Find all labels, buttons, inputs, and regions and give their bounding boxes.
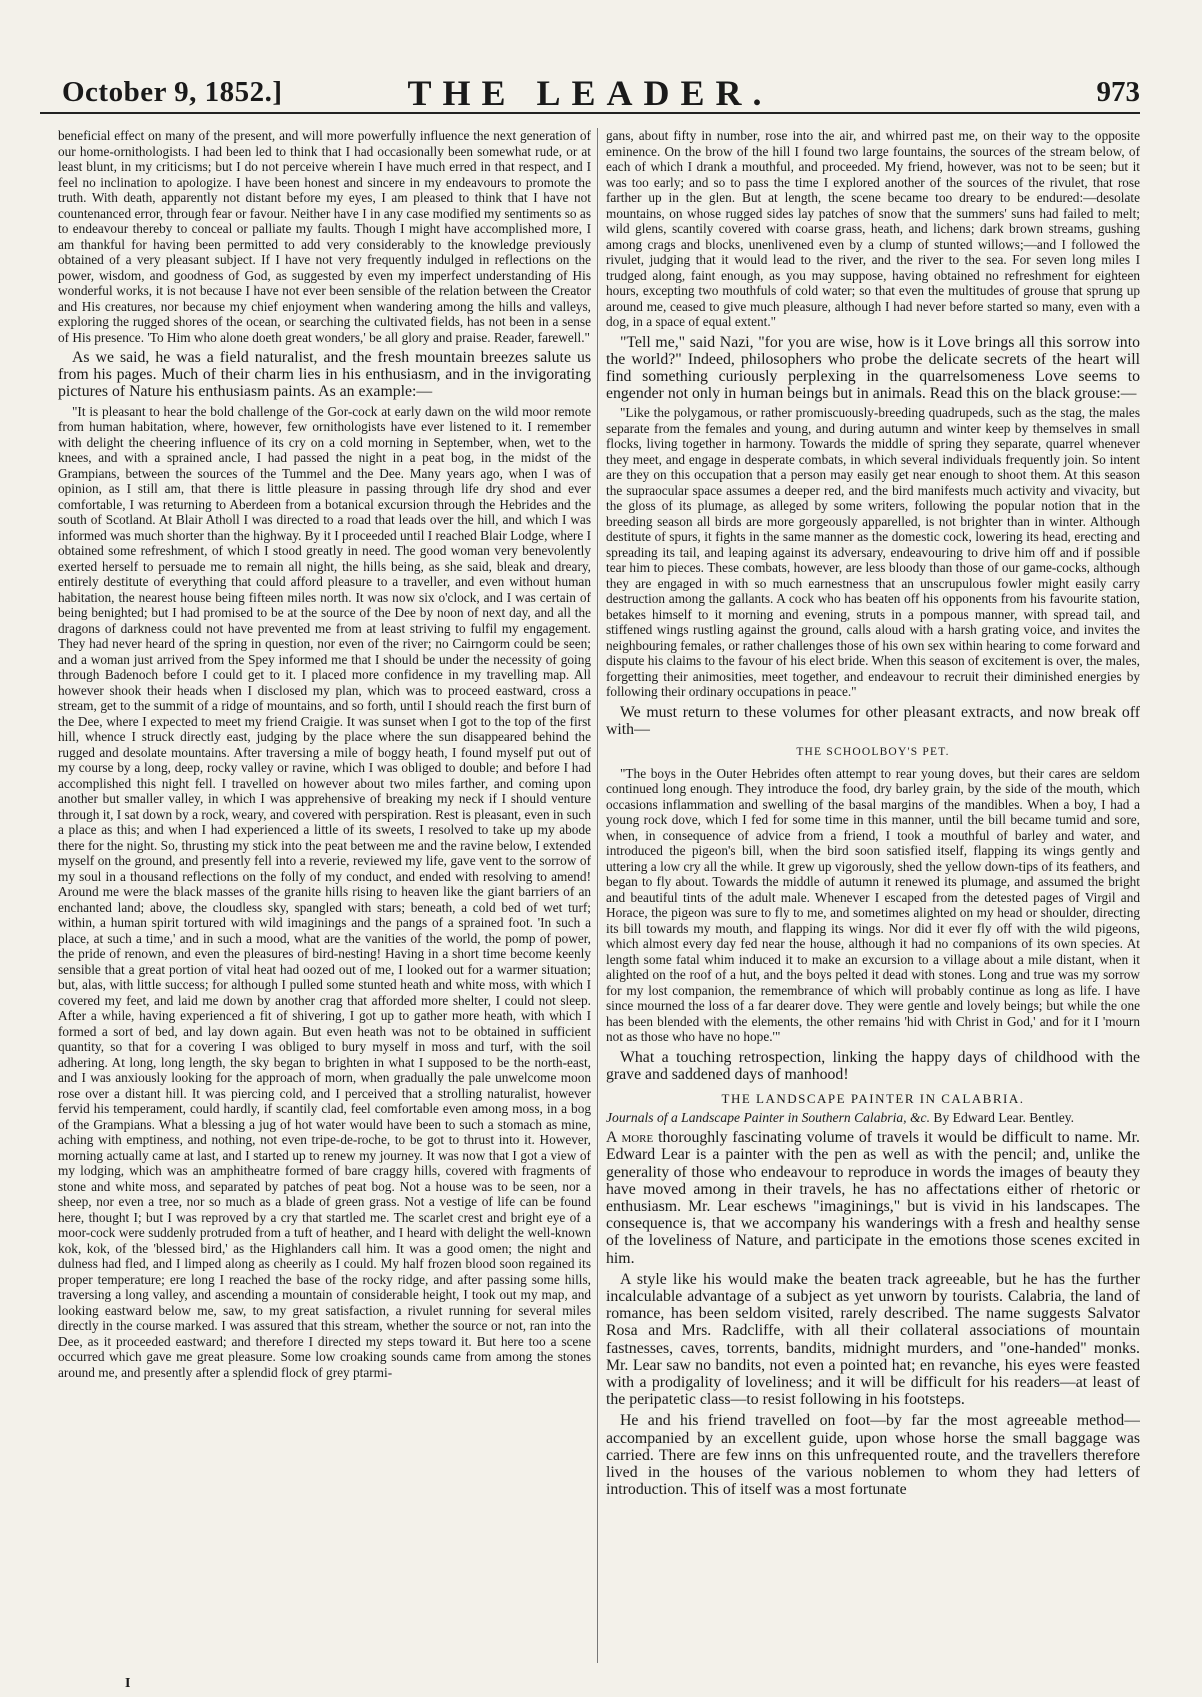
commentary-love: "Tell me," said Nazi, "for you are wise, how is it Love brings all this sorrow into the world?" Indeed, philosophers who probe the delicate secrets of the heart will find something curiously perplexing in the quarrelsomeness Love seems to engender not only in human beings but in animals. Read this on the black grouse:— — [606, 333, 1140, 403]
review-paragraph-3: He and his friend travelled on foot—by far the most agreeable method—accompanied by an excellent guide, upon whose horse the small baggage was carried. There are few inns on this unfrequented route, and the travellers therefore lived in the houses of the various noblemen to whom they had letters of introduction. This of itself was a most fortunate — [606, 1412, 1140, 1499]
commentary-paragraph: As we said, he was a field naturalist, and the fresh mountain breezes salute us from his pages. Much of their charm lies in his enthusiasm, and in the invigorating pictures of Nature his enthusiasm paints. As an example:— — [58, 349, 591, 401]
left-column — [58, 128, 591, 1663]
column-divider — [597, 128, 598, 1663]
newspaper-title: THE LEADER. — [407, 73, 773, 113]
commentary-close: What a touching retrospection, linking the happy days of childhood with the grave and saddened days of manhood! — [606, 1048, 1140, 1083]
review-source-byline: By Edward Lear. Bentley. — [933, 1109, 1075, 1125]
masthead — [40, 72, 1140, 114]
review-lead-words: A more — [606, 1129, 654, 1147]
quote-black-grouse: "Like the polygamous, or rather promiscuously-breeding quadrupeds, such as the stag, the males separate from the females and young, and during autumn and winter keep by themselves in small flocks, living together in harmony. Towards the middle of spring they separate, quarrel whenever they meet, and engage in desperate combats, in which several individuals frequently join. So intent are they on this occupation that a person may easily get near enough to shoot them. At this season the supraocular space assumes a deeper red, and the bird manifests much activity and vivacity, but the gloss of its plumage, as alleged by some writers, following the popular notion that in the breeding season all birds are more gorgeously apparelled, is not brighter than in winter. Although destitute of spurs, it fights in the same manner as the domestic cock, lowering its head, erecting and spreading its tail, and leaping against its adversary, endeavouring to drive him off and if possible tear him to pieces. These combats, however, are less bloody than those of our game-cocks, although they are engaged in with so much earnestness that an unscrupulous fowler might easily carry destruction among the gallants. A cock who has beaten off his opponents from his favourite station, betakes himself to it morning and evening, struts in a pompous manner, with spread tail, and stiffened wings rustling against the ground, calls aloud with a harsh grating voice, and invites the neighbouring females, or rather challenges those of his own sex within hearing to come forward and dispute his claims to the favour of his elect bride. When this season of excitement is over, the males, forgetting their animosities, meet together, and endeavour to recruit their diminished energies by following their ordinary occupations in peace." — [606, 405, 1140, 700]
review-paragraph-1 — [606, 1129, 1140, 1267]
quote-schoolboys-pet: "The boys in the Outer Hebrides often attempt to rear young doves, but their cares are seldom continued long enough. They introduce the food, dry barley grain, by the side of the mouth, which occasions inflammation and swelling of the basal margins of the mandibles. When a boy, I had a young rock dove, which I fed for some time in this manner, until the bill became tumid and sore, when, in consequence of advice from a friend, I took a mouthful of barley and water, and introduced the pigeon's bill, when the bird soon satisfied itself, flapping its wings gently and uttering a low cry all the while. It grew up vigorously, shed the yellow down-tips of its feathers, and began to fly about. Towards the middle of autumn it renewed its plumage, and assumed the bright and beautiful tints of the adult male. Whenever I escaped from the detested pages of Virgil and Horace, the pigeon was sure to fly to me, and sometimes alighted on my head or shoulder, directing its bill towards my mouth, and flapping its wings. Nor did it ever fly off with the wild pigeons, which almost every day fed near the house, although it had no companions of its own species. At length some fatal whim induced it to make an excursion to a village about a mile distant, when it alighted on the roof of a hut, and the boys pelted it dead with stones. Long and true was my sorrow for my lost companion, the remembrance of which will probably continue as long as life. I have since mourned the loss of a far dearer dove. They were gentle and lovely beings; but while the one has been blended with the elements, the other remains 'hid with Christ in God,' and for it I 'mourn not as those who have no hope.'" — [606, 765, 1140, 1045]
review-heading: THE LANDSCAPE PAINTER IN CALABRIA. — [721, 1091, 1025, 1107]
review-source — [606, 1110, 1140, 1126]
page-number: 973 — [1096, 76, 1140, 108]
subheading-schoolboys-pet: THE SCHOOLBOY'S PET. — [796, 746, 950, 759]
issue-date: October 9, 1852.] — [62, 76, 283, 108]
signature-mark: I — [125, 1676, 131, 1691]
review-paragraph-2: A style like his would make the beaten track agreeable, but he has the further incalculable advantage of a subject as yet unworn by tourists. Calabria, the land of romance, has been seldom visited, rarely described. The name suggests Salvator Rosa and Mrs. Radcliffe, with all their collateral associations of mountain fastnesses, caves, torrents, bandits, midnight murders, and "one-handed" monks. Mr. Lear saw no bandits, not even a pointed hat; en revanche, his eyes were feasted with a prodigality of loveliness; and it will be difficult for his readers—at least of the peripatetic class—to resist following in his footsteps. — [606, 1270, 1140, 1409]
commentary-return: We must return to these volumes for other pleasant extracts, and now break off with— — [606, 703, 1140, 739]
review-paragraph-1-text: thoroughly fascinating volume of travels it would be difficult to name. Mr. Edward Lear is a painter with the pen as well as with the pencil; and, unlike the generality of those who endeavour to reproduce in words the images of beauty they have moved among in their travels, he has no affectations either of rhetoric or enthusiasm. Mr. Lear eschews "imaginings," but is vivid in his landscapes. The consequence is, that we accompany his wanderings with a fresh and healthy sense of the loveliness of Nature, and participate in the emotions those scenes excited in him. — [606, 1129, 1140, 1267]
right-column — [606, 128, 1140, 1663]
quote-continued: beneficial effect on many of the present, and will more powerfully influence the next generation of our home-ornithologists. I had been led to think that I had occasionally been somewhat rude, or at least blunt, in my criticisms; but I do not perceive wherein I have much erred in that respect, and I feel no inclination to apologize. I have been honest and sincere in my endeavours to promote the truth. With death, apparently not distant before my eyes, I am pleased to think that I have not countenanced error, through fear or favour. Neither have I in any case modified my sentiments so as to endeavour thereby to conceal or palliate my faults. Though I might have accomplished more, I am thankful for having been permitted to add very considerably to the knowledge previously obtained of a very pleasant subject. If I have not very frequently indulged in reflections on the power, wisdom, and goodness of God, as suggested by even my imperfect understanding of His wonderful works, it is not because I have not ever been sensible of the relation between the Creator and His creatures, nor because my chief enjoyment when wandering among the hills and valleys, exploring the rugged shores of the ocean, or searching the cultivated fields, has not been in a sense of His presence. 'To Him who alone doeth great wonders,' be all glory and praise. Reader, farewell." — [58, 128, 591, 345]
review-source-title: Journals of a Landscape Painter in Southern Calabria, &c. — [606, 1109, 930, 1125]
quote-gorcock: "It is pleasant to hear the bold challenge of the Gor-cock at early dawn on the wild moor remote from human habitation, where, however, few ornithologists have ever listened to it. I remember with delight the cheering influence of its cry on a cold morning in September, when, wet to the knees, and with a sprained ancle, I had passed the night in a peat bog, in the midst of the Grampians, between the sources of the Tummel and the Dee. Many years ago, when I was of opinion, as I still am, that there is little pleasure in passing through life dry shod and ever comfortable, I was returning to Aberdeen from a botanical excursion through the Hebrides and the south of Scotland. At Blair Atholl I was directed to a road that leads over the hill, and which I was informed was much shorter than the highway. By it I proceeded until I reached Blair Lodge, where I obtained some refreshment, of which I stood greatly in need. The good woman very benevolently exerted herself to persuade me to remain all night, the hills being, as she said, bleak and dreary, entirely destitute of everything that could afford pleasure to a traveller, and even without human habitation, the nearest house being fifteen miles north. It was now six o'clock, and I was certain of being benighted; but I had promised to be at the source of the Dee by noon of next day, and all the dragons of darkness could not have prevented me from at least striving to fulfil my engagement. They had never heard of the spring in question, nor even of the river; no Cairngorm could be seen; and a woman just arrived from the Spey informed me that I should be under the necessity of going through Badenoch before I could get to it. I placed more confidence in my travelling map. All however shook their heads when I disclosed my plan, which was to proceed eastward, cross a stream, get to the summit of a ridge of mountains, and so forth, until I should reach the first burn of the Dee, where I expected to meet my friend Craigie. It was sunset when I got to the top of the first hill, whence I struck directly east, judging by the place where the sun disappeared behind the rugged and desolate mountains. After traversing a mile of boggy heath, I found myself put out of my course by a long, deep, rocky valley or ravine, which I was obliged to double; and before I had accomplished this night fell. I travelled on however about two miles farther, and coming upon another but smaller valley, in which I was apprehensive of breaking my neck if I should venture through it, I sat down by a rock, weary, and covered with perspiration. Rest is pleasant, even in such a place as this; and when I had experienced a little of its sweets, I resolved to take up my abode there for the night. So, thrusting my stick into the peat between me and the ravine below, I extended myself on the ground, and presently fell into a reverie, reviewed my life, gave vent to the sorrow of my soul in a thousand reflections on the folly of my conduct, and ended with resolving to amend! Around me were the black masses of the granite hills rising to heaven like the giant barriers of an enchanted land; above, the cloudless sky, spangled with stars; beneath, a cold bed of wet turf; within, a human spirit tortured with wild imaginings and the pangs of a sprained foot. 'In such a place, at such a time,' and in such a mood, what are the vanities of the world, the pomp of power, the pride of renown, and even the pleasures of bird-nesting! Having in a short time become keenly sensible that a great portion of vital heat had oozed out of me, I looked out for a warmer situation; but, alas, with little success; for although I pulled some stunted heath and white moss, with which I covered my feet, and laid me down by another crag that afforded more shelter, I could not sleep. After a while, having experienced a fit of shivering, I got up to gather more heath, with which I formed a sort of bed, and lay down again. But even heath was not to be obtained in sufficient quantity, so that for a covering I was obliged to bury myself in moss and turf, with the soil adhering. At long, long length, the sky began to brighten in what I supposed to be the north-east, and I was anxiously looking for the approach of morn, when gradually the pale unwelcome moon rose over a distant hill. It was piercing cold, and I perceived that a strolling naturalist, however fervid his temperament, could hardly, if scantily clad, feel comfortable even among moss, in a bog of the Grampians. What a blessing a jug of hot water would have been to such a stomach as mine, aching with emptiness, and nothing, not even tripe-de-roche, to be got to thrust into it. However, morning actually came at last, and I started up to renew my journey. It was now that I got a view of my lodging, which was an amphitheatre formed of bare craggy hills, covered with fragments of stone and white moss, and separated by patches of peat bog. Not a house was to be seen, nor a sheep, nor even a tree, nor so much as a blade of green grass. Not a vestige of life can be found here, thought I; but I was reproved by a cry that startled me. The scarlet crest and bright eye of a moor-cock were suddenly protruded from a tuft of heather, and I heard with delight the well-known kok, kok, of the 'blessed bird,' as the Highlanders call him. It was a good omen; the night and dulness had fled, and I limped along as cheerily as I could. My half frozen blood soon regained its proper temperature; ere long I reached the base of the rocky ridge, and after passing some hills, traversing a long valley, and ascending a mountain of considerable height, I took out my map, and looking eastward below me, saw, to my great satisfaction, a rivulet running for several miles directly in the course marked. I was assured that this stream, whether the source or not, ran into the Dee, as it proceeded eastward; and therefore I directed my steps toward it. But here too a scene occurred which gave me great pleasure. Some low croaking sounds came from among the stones around me, and presently after a splendid flock of grey ptarmi- — [58, 403, 591, 1380]
quote-ptarmigan-continued: gans, about fifty in number, rose into the air, and whirred past me, on their way to the opposite eminence. On the brow of the hill I found two large fountains, the sources of the stream below, of each of which I drank a mouthful, and proceeded. My friend, however, was not to be seen; but it was too early; and so to pass the time I explored another of the sources of the rivulet, that rose farther up in the glen. But at length, the scene became too dreary to be endured:—desolate mountains, on whose rugged sides lay patches of snow that the summers' suns had failed to melt; wild glens, scantily covered with coarse grass, heath, and lichens; dark brown streams, gushing among crags and blocks, unenlivened even by a clump of stunted willows;—and I followed the rivulet, judging that it would lead to the river, and the river to the sea. For seven long miles I trudged along, faint enough, as you may suppose, having obtained no refreshment for eighteen hours, excepting two mouthfuls of cold water; so that even the multitudes of grouse that sprung up around me, ceased to give much pleasure, although I had never before started so many, even with a dog, in a space of equal extent." — [606, 128, 1140, 329]
